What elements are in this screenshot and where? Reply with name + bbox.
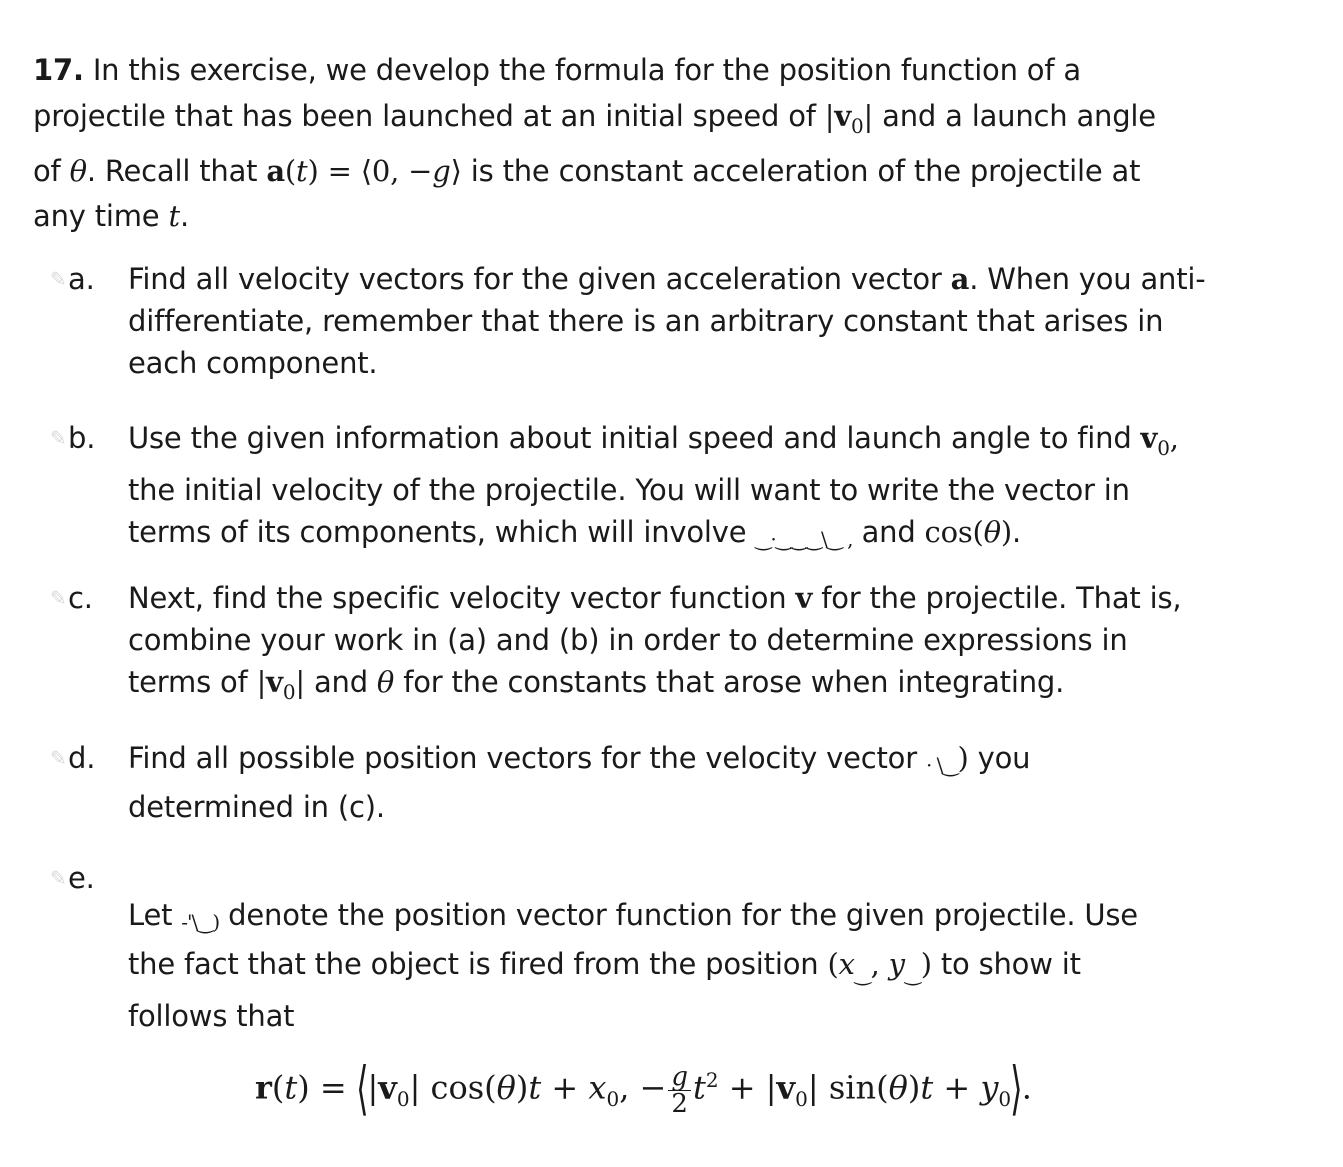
speed-math: $|v_0|$: [256, 665, 305, 704]
problem-line-3b: . Recall that: [86, 153, 267, 188]
part-d-line-1b: you: [968, 741, 1031, 775]
part-d-body: Find all possible position vectors for the velocity vector · \‿) you determined in (c).: [128, 737, 1248, 828]
part-a-line-2: differentiate, remember that there is an arbitrary constant that arises in: [128, 304, 1164, 338]
problem-line-2b: and a launch angle: [873, 98, 1156, 133]
angle-math: θ: [376, 665, 395, 699]
g-over-2-fraction: $\frac{g}{2}$: [668, 1064, 691, 1117]
acceleration-math: a(t) = ⟨0, −g⟩: [266, 153, 462, 188]
part-b-line-3b: and: [852, 514, 925, 549]
position-formula: $r(t) = ⟨|v_0|$ $\cos(\theta)t + x_0$, − $\frac{g}{2}$ $t^2 + |v_0|$ $\sin(\theta)t + y_0⟩$.: [255, 1053, 1032, 1122]
part-b-line-1: Use the given information about initial speed and launch angle to find: [128, 421, 1141, 455]
cos-theta-math: cos(θ): [924, 514, 1013, 549]
edit-mark-icon: ✎: [50, 746, 67, 770]
part-e-line-3: follows that: [128, 998, 295, 1033]
part-b-body: [128, 417, 1248, 560]
problem-number: 17.: [33, 53, 84, 87]
part-d-line-1a: Find all possible position vectors for the velocity vector: [128, 741, 926, 775]
part-c-line-3c: for the constants that arose when integrating.: [394, 665, 1065, 699]
edit-mark-icon: ✎: [50, 267, 67, 291]
part-c-line-1b: for the projectile. That is,: [812, 581, 1182, 615]
part-c-line-3a: terms of: [128, 665, 257, 699]
part-d-line-2: determined in (c).: [128, 790, 385, 824]
part-b-label: b.: [68, 421, 96, 455]
problem-line-3c: is the constant acceleration of the projectile at: [461, 153, 1141, 188]
initial-position-math: ($x_‿$, $y_‿$): [827, 947, 932, 986]
edit-mark-icon: ✎: [50, 866, 67, 890]
part-c-label: c.: [68, 581, 93, 615]
part-b-line-3c: .: [1012, 514, 1022, 549]
acceleration-vector-math: a: [950, 262, 970, 296]
part-e-line-2b: to show it: [931, 947, 1081, 981]
part-e-line-1a: Let: [128, 898, 182, 932]
left-angle-bracket: ⟨: [355, 1053, 369, 1122]
problem-line-4b: .: [179, 199, 189, 234]
problem-line-2a: projectile that has been launched at an initial speed of: [33, 98, 825, 133]
position-function-garbled: -'\‿): [181, 910, 220, 934]
problem-statement: [33, 48, 1233, 240]
problem-line-4a: any time: [33, 199, 169, 234]
velocity-function-garbled: · \‿: [925, 753, 958, 777]
part-e-label: e.: [68, 861, 95, 895]
edit-mark-icon: ✎: [50, 586, 67, 610]
initial-velocity-math: $v_0$,: [1140, 421, 1179, 460]
part-a-line-3: each component.: [128, 346, 378, 380]
part-a-line-1a: Find all velocity vectors for the given acceleration vector: [128, 262, 951, 296]
part-c-body: [128, 577, 1248, 713]
part-e-body: [128, 894, 1248, 1037]
part-c-line-3b: and: [304, 665, 377, 699]
launch-angle-math: θ: [69, 153, 87, 188]
part-a-line-1b: . When you anti-: [969, 262, 1206, 296]
edit-mark-icon: ✎: [50, 426, 67, 450]
part-b-line-2: the initial velocity of the projectile. You will want to write the vector in: [128, 472, 1130, 507]
problem-line-3a: of: [33, 153, 70, 188]
sin-theta-garbled: ‿·‿‿‿\‿ ,: [755, 526, 853, 551]
problem-line-1: In this exercise, we develop the formula for the position function of a: [92, 53, 1081, 87]
time-variable-math: t: [168, 199, 180, 234]
part-b-line-3a: terms of its components, which will involve: [128, 514, 756, 549]
part-d-label: d.: [68, 741, 96, 775]
initial-speed-math: $|v_0|$: [824, 98, 874, 138]
part-e-line-1b: denote the position vector function for the given projectile. Use: [219, 898, 1138, 932]
part-a-label: a.: [68, 262, 95, 296]
part-a-body: [128, 258, 1248, 384]
right-angle-bracket: ⟩: [1010, 1053, 1023, 1122]
part-c-line-1a: Next, find the specific velocity vector function: [128, 581, 796, 615]
part-c-line-2: combine your work in (a) and (b) in order to determine expressions in: [128, 623, 1128, 657]
velocity-vector-math: v: [795, 581, 813, 615]
part-e-line-2a: the fact that the object is fired from the position: [128, 947, 828, 981]
